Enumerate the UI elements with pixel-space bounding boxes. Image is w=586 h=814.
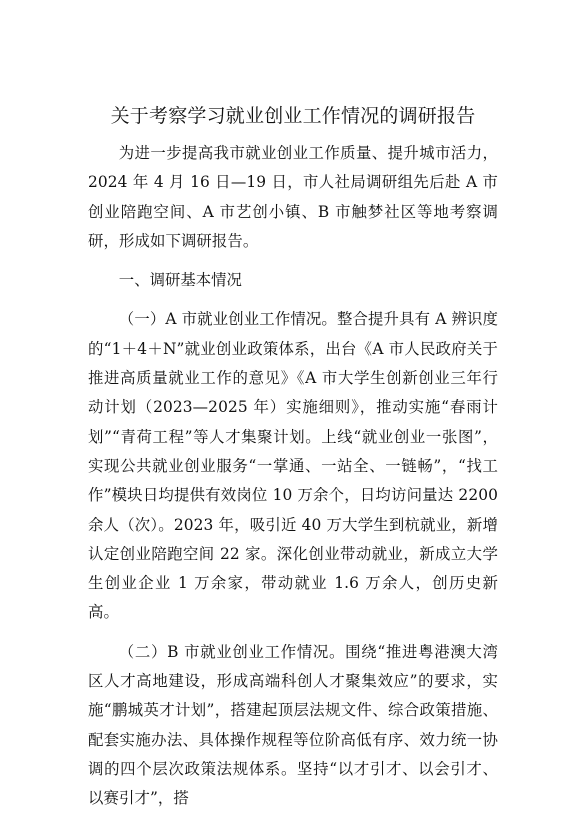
paragraph-city-b: （二）B 市就业创业工作情况。围绕“推进粤港澳大湾区人才高地建设，形成高端科创人才聚集效应”的要求，实施“鹏城英才计划”，搭建起顶层法规文件、综合政策措施、配套实施办法、具体操作规程等位阶高低有序、效力统一协调的四个层次政策法规体系。坚持“以才引才、以会引才、以赛引才”，搭 <box>88 642 498 808</box>
document-title: 关于考察学习就业创业工作情况的调研报告 <box>110 105 476 127</box>
paragraph-city-a: （一）A 市就业创业工作情况。整合提升具有 A 辨识度的“1＋4＋N”就业创业政策体系，出台《A 市人民政府关于推进高质量就业工作的意见》《A 市大学生创新创业三年行动计划（2023—2025 年）实施细则》，推动实施“春雨计划”“青荷工程”等人才集聚计划。上线“就业创业一张图”，实现公共就业创业服务“一掌通、一站全、一链畅”，“找工作”模块日均提供有效岗位 10 万余个，日均访问量达 2200 余人（次）。2023 年，吸引近 40 万大学生到杭就业，新增认定创业陪跑空间 22 家。深化创业带动就业，新成立大学生创业企业 1 万余家，带动就业 1.6 万余人，创历史新高。 <box>88 310 498 622</box>
section-heading: 一、调研基本情况 <box>118 271 242 290</box>
intro-paragraph: 为进一步提高我市就业创业工作质量、提升城市活力，2024 年 4 月 16 日—19 日，市人社局调研组先后赴 A 市创业陪跑空间、A 市艺创小镇、B 市触梦社区等地考察调研，形成如下调研报告。 <box>88 144 498 250</box>
